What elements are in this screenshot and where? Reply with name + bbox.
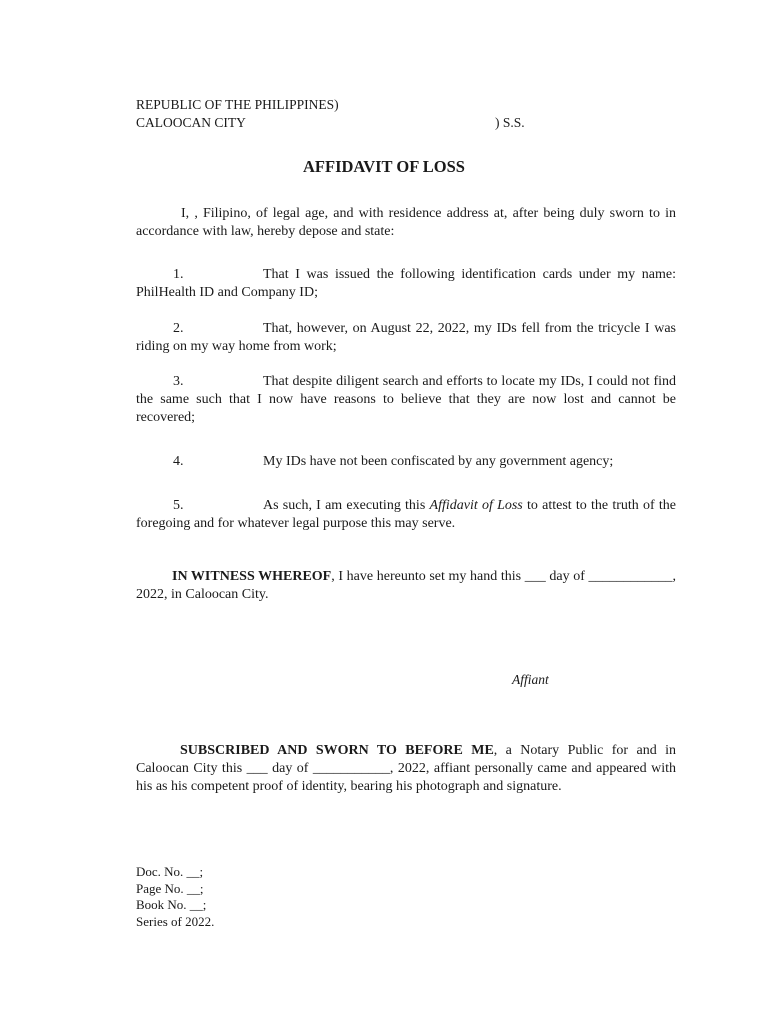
list-item-2 bbox=[136, 320, 676, 356]
book-number: Book No. __; bbox=[136, 897, 207, 912]
list-item-1 bbox=[136, 266, 676, 302]
document-title: AFFIDAVIT OF LOSS bbox=[303, 157, 465, 176]
list-item-4 bbox=[136, 453, 676, 471]
caption-republic: REPUBLIC OF THE PHILIPPINES) bbox=[136, 97, 339, 112]
list-item-5 bbox=[136, 497, 676, 533]
item-number: 4. bbox=[173, 454, 184, 469]
doc-number: Doc. No. __; bbox=[136, 864, 204, 879]
caption-city-line bbox=[136, 114, 536, 132]
page-number: Page No. __; bbox=[136, 880, 204, 896]
notarial-register bbox=[136, 864, 214, 930]
item-text-italic: Affidavit of Loss bbox=[429, 498, 523, 513]
list-item-3 bbox=[136, 373, 676, 427]
caption-ss: ) S.S. bbox=[495, 115, 525, 130]
witness-text: , I have hereunto set my hand this ___ day of ____________, 2022, in Caloocan City. bbox=[136, 569, 677, 602]
intro-paragraph: I, , Filipino, of legal age, and with residence address at, after being duly sworn to in accordance with law, hereby depose and state: bbox=[136, 206, 676, 239]
witness-paragraph bbox=[136, 568, 676, 604]
series-year: Series of 2022. bbox=[136, 913, 215, 929]
jurat-paragraph bbox=[136, 742, 676, 796]
item-text: That I was issued the following identification cards under my name: PhilHealth ID and Company ID; bbox=[136, 267, 676, 300]
affiant-label: Affiant bbox=[512, 672, 549, 687]
item-text-before: As such, I am executing this bbox=[263, 498, 430, 513]
item-text: That, however, on August 22, 2022, my IDs fell from the tricycle I was riding on my way home from work; bbox=[136, 321, 676, 354]
item-number: 1. bbox=[173, 267, 184, 282]
jurat-text: , a Notary Public for and in Caloocan City this ___ day of ___________, 2022, affiant personally came and appeared with his as his competent proof of identity, bearing his photograph and signature. bbox=[136, 743, 676, 794]
witness-heading: IN WITNESS WHEREOF bbox=[172, 569, 332, 584]
item-number: 2. bbox=[173, 321, 184, 336]
jurat-heading: SUBSCRIBED AND SWORN TO BEFORE ME bbox=[180, 743, 494, 758]
caption-city: CALOOCAN CITY bbox=[136, 115, 246, 130]
item-number: 5. bbox=[173, 498, 184, 513]
item-number: 3. bbox=[173, 374, 184, 389]
item-text-after: to attest to the truth of the foregoing and for whatever legal purpose this may serve. bbox=[136, 498, 676, 531]
item-text: That despite diligent search and efforts to locate my IDs, I could not find the same such that I now have reasons to believe that they are now lost and cannot be recovered; bbox=[136, 374, 676, 425]
item-text: My IDs have not been confiscated by any government agency; bbox=[263, 454, 614, 469]
